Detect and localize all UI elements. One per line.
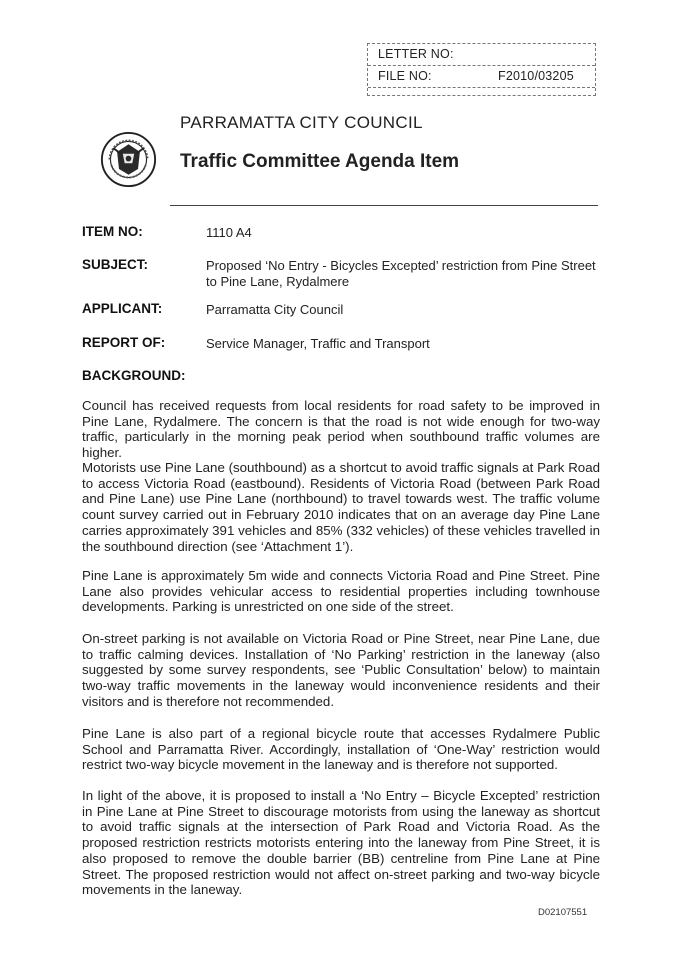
council-name: PARRAMATTA CITY COUNCIL	[180, 113, 423, 132]
document-title: Traffic Committee Agenda Item	[180, 151, 460, 172]
file-no-label: FILE NO:	[378, 69, 432, 83]
item-no-value: 1110 A4	[206, 225, 252, 240]
background-paragraph-2: Motorists use Pine Lane (southbound) as a shortcut to avoid traffic signals at Park Road to access Victoria Road (eastbound). Residents of Victoria Road (between Park Road and Pine Lane) use Pine Lane (northbound) to travel towards west. The traffic volume count survey carried out in February 2010 indicates that on an average day Pine Lane carries approximately 391 vehicles and 85% (332 vehicles) of these vehicles travelled in the southbound direction (see ‘Attachment 1’).	[82, 460, 600, 554]
applicant-value: Parramatta City Council	[206, 302, 344, 317]
applicant-label: APPLICANT:	[82, 301, 163, 316]
background-paragraph-3: Pine Lane is approximately 5m wide and connects Victoria Road and Pine Street. Pine Lane also provides vehicular access to residential properties including townhouse developments. Parking is unrestricted on one side of the street.	[82, 568, 600, 615]
reference-box	[367, 43, 596, 96]
subject-label: SUBJECT:	[82, 257, 149, 272]
item-no-label: ITEM NO:	[82, 224, 143, 239]
background-paragraph-5: Pine Lane is also part of a regional bicycle route that accesses Rydalmere Public School and Parramatta River. Accordingly, installation of ‘One-Way’ restriction would restrict two-way bicycle movement in the laneway and is therefore not supported.	[82, 726, 600, 773]
reference-divider-bottom	[368, 87, 595, 88]
council-seal-icon	[100, 131, 157, 188]
background-paragraph-4: On-street parking is not available on Victoria Road or Pine Street, near Pine Lane, due to traffic calming devices. Installation of ‘No Parking’ restriction in the laneway (also suggested by some survey respondents, see ‘Public Consultation’ below) to maintain two-way traffic movements in the laneway would inconvenience residents and their visitors and is therefore not recommended.	[82, 631, 600, 709]
report-of-value: Service Manager, Traffic and Transport	[206, 336, 430, 351]
file-no-value: F2010/03205	[498, 69, 574, 83]
letter-no-label: LETTER NO:	[378, 47, 454, 61]
file-no-row	[378, 69, 588, 83]
reference-divider	[368, 65, 595, 66]
background-paragraph-1: Council has received requests from local residents for road safety to be improved in Pine Lane, Rydalmere. The concern is that the road is not wide enough for two-way traffic, particularly in the morning peak period when southbound traffic volumes are higher.	[82, 398, 600, 461]
document-reference: D02107551	[538, 907, 588, 918]
background-heading: BACKGROUND:	[82, 368, 186, 383]
report-of-label: REPORT OF:	[82, 335, 166, 350]
background-paragraph-6: In light of the above, it is proposed to install a ‘No Entry – Bicycle Excepted’ restriction in Pine Lane at Pine Street to discourage motorists from using the laneway as shortcut to avoid traffic signals at the intersection of Park Road and Victoria Road. As the proposed restriction restricts motorists entering into the laneway from Pine Street, it is also proposed to remove the double barrier (BB) centreline from Pine Lane at Pine Street. The proposed restriction would not affect on-street parking and two-way bicycle movements in the laneway.	[82, 788, 600, 898]
subject-value: Proposed ‘No Entry - Bicycles Excepted’ restriction from Pine Street to Pine Lane, Rydalmere	[206, 258, 596, 289]
letter-no-row	[378, 47, 454, 61]
header-rule	[170, 205, 598, 206]
